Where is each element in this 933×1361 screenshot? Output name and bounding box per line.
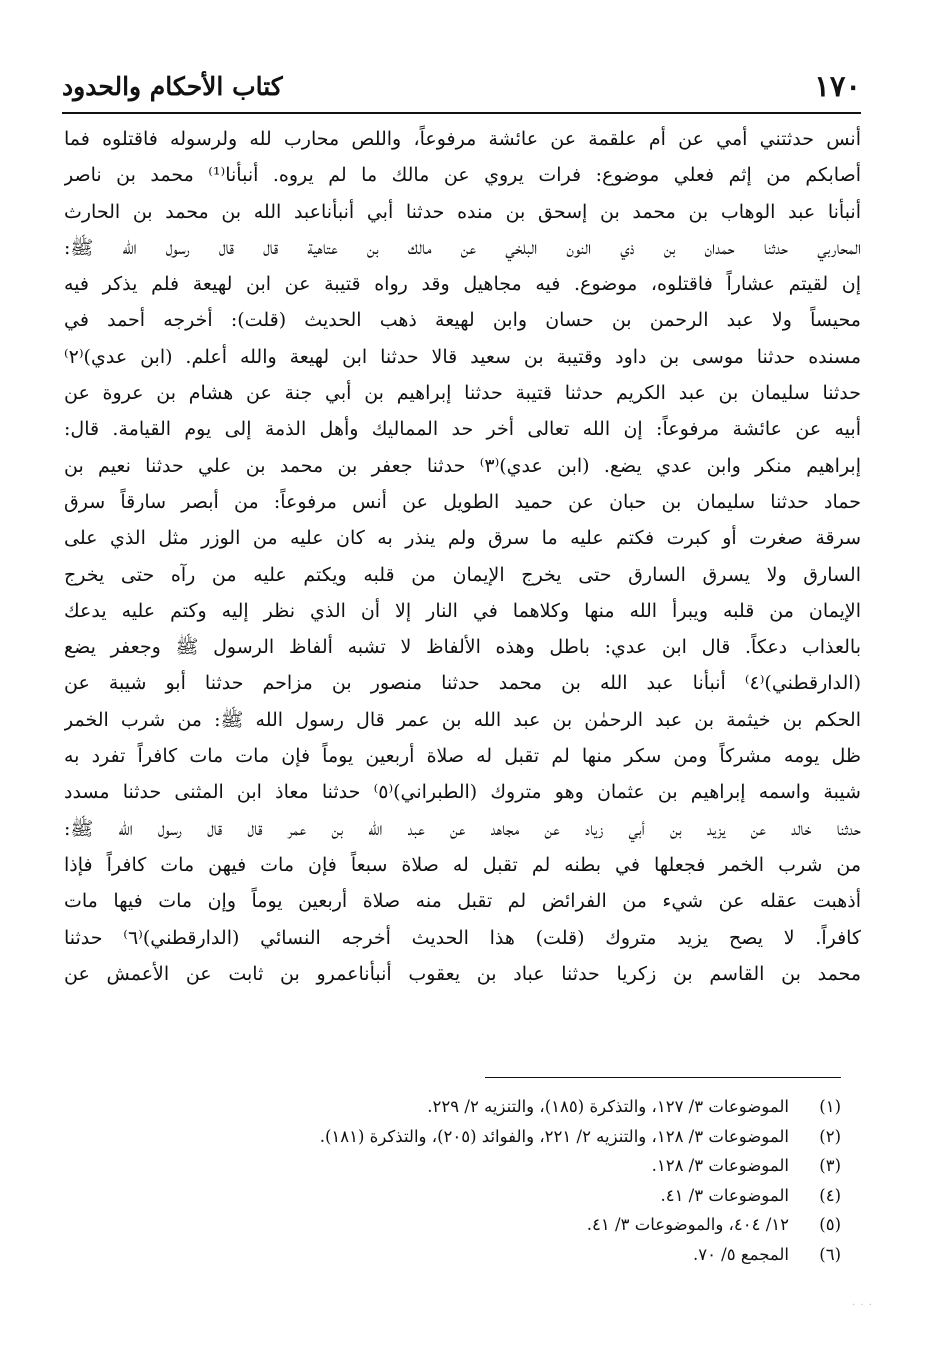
footnotes	[180, 1092, 841, 1269]
footnote-item	[180, 1181, 841, 1211]
body-line: إن لقيتم عشاراً فاقتلوه، موضوع. فيه مجاهيل وقد رواه قتيبة عن ابن لهيعة فلم يذكر فيه	[64, 273, 861, 296]
body-line: أنس حدثتني أمي عن أم علقمة عن عائشة مرفوعاً، واللص محارب لله ولرسوله فاقتلوه فما	[64, 128, 861, 150]
body-line: أصابكم من إثم فعلي موضوع: فرات يروي عن مالك ما لم يروه. أنبأنا⁽¹⁾ محمد بن ناصر	[64, 164, 861, 187]
body-line: الإيمان من قلبه ويبرأ الله منها وكلاهما في النار إلا أن الذي نظر إليه وكتم عليه يدعك	[64, 599, 861, 622]
body-line: شيبة واسمه إبراهيم بن عثمان وهو متروك (الطبراني)⁽٥⁾ حدثنا معاذ ابن المثنى حدثنا مسدد	[64, 781, 861, 804]
footnote-separator	[485, 1077, 841, 1078]
body-line: حدثنا سليمان بن عبد الكريم حدثنا قتيبة حدثنا إبراهيم بن أبي جنة عن هشام بن عروة عن	[64, 382, 861, 405]
body-line: سرقة صغرت أو كبرت فكتم عليه ما سرق ولم ينذر به كان عليه من الوزر مثل الذي على	[64, 527, 861, 550]
footnote-number: (٣)	[819, 1156, 841, 1175]
footnote-text: المجمع ٥/ ٧٠.	[692, 1244, 789, 1264]
body-line: من شرب الخمر فجعلها في بطنه لم تقبل له صلاة سبعاً فإن مات فيهن مات كافراً فإذا	[64, 853, 861, 876]
page-number: ١٧٠	[814, 69, 861, 103]
body-line: الحكم بن خيثمة بن عبد الرحمٰن بن عبد الله بن عمر قال رسول الله ﷺ: من شرب الخمر	[64, 708, 861, 731]
scan-mark: · · ·	[852, 1300, 873, 1311]
body-line: ظل يومه مشركاً ومن سكر منها لم تقبل له صلاة أربعين يوماً فإن مات مات كافراً تفرد به	[64, 745, 861, 768]
footnote-number: (٤)	[819, 1185, 841, 1205]
body-line: حدثنا خالد عن يزيد بن أبي زياد عن مجاهد عن عبد الله بن عمر قال قال رسول الله ﷺ:	[64, 817, 861, 840]
body-line: مسنده حدثنا موسى بن داود وقتيبة بن سعيد قالا حدثنا ابن لهيعة والله أعلم. (ابن عدي)⁽٢⁾	[64, 345, 861, 368]
footnote-item	[180, 1240, 841, 1270]
footnote-text: الموضوعات ٣/ ١٢٨، والتنزيه ٢/ ٢٢١، والفوائد (٢٠٥)، والتذكرة (١٨١).	[319, 1126, 789, 1146]
footnote-text: الموضوعات ٣/ ٤١.	[660, 1185, 789, 1205]
body-line: أنبأنا عبد الوهاب بن محمد بن إسحق بن منده حدثنا أبي أنبأناعبد الله بن محمد بن الحارث	[64, 200, 861, 223]
body-line: إبراهيم منكر وابن عدي يضع. (ابن عدي)⁽٣⁾ حدثنا جعفر بن محمد بن علي حدثنا نعيم بن	[64, 454, 861, 477]
body-line: أبيه عن عائشة مرفوعاً: إن الله تعالى أخر حد المماليك وأهل الذمة إلى يوم القيامة. قال:	[64, 418, 861, 441]
body-line: السارق ولا يسرق السارق حتى يخرج الإيمان من قلبه ويكتم عليه من رآه حتى يخرج	[64, 563, 861, 586]
body-line: محمد بن القاسم بن زكريا حدثنا عباد بن يعقوب أنبأناعمرو بن ثابت عن الأعمش عن	[64, 962, 861, 985]
footnote-item	[180, 1122, 841, 1152]
running-header	[62, 66, 861, 106]
footnote-text: الموضوعات ٣/ ١٢٨.	[651, 1156, 789, 1175]
body-line: أذهبت عقله عن شيء من الفرائض لم تقبل منه صلاة أربعين يوماً وإن مات فيها مات	[64, 890, 861, 913]
footnote-number: (٢)	[819, 1126, 841, 1146]
body-text	[64, 121, 861, 992]
footnote-item	[180, 1151, 841, 1181]
body-line: محيساً ولا عبد الرحمن بن حسان وابن لهيعة ذهب الحديث (قلت): أخرجه أحمد في	[64, 309, 861, 332]
footnote-number: (٥)	[819, 1215, 841, 1234]
body-line: (الدارقطني)⁽٤⁾ أنبأنا عبد الله بن محمد حدثنا منصور بن مزاحم حدثنا أبو شيبة عن	[64, 672, 861, 695]
footnote-item	[180, 1092, 841, 1122]
footnote-number: (٦)	[819, 1244, 841, 1264]
footnote-text: الموضوعات ٣/ ١٢٧، والتذكرة (١٨٥)، والتنزيه ٢/ ٢٢٩.	[427, 1097, 789, 1116]
body-line: حماد حدثنا سليمان بن حبان عن حميد الطويل عن أنس مرفوعاً: من أبصر سارقاً سرق	[64, 490, 861, 513]
body-line: بالعذاب دعكاً. قال ابن عدي: باطل وهذه الألفاظ لا تشبه ألفاظ الرسول ﷺ وجعفر يضع	[64, 636, 861, 659]
footnote-number: (١)	[819, 1097, 841, 1116]
body-line: كافراً. لا يصح يزيد متروك (قلت) هذا الحديث أخرجه النسائي (الدارقطني)⁽٦⁾ حدثنا	[64, 926, 861, 949]
footnote-item	[180, 1210, 841, 1240]
footnote-text: ١٢/ ٤٠٤، والموضوعات ٣/ ٤١.	[586, 1215, 789, 1234]
running-title: كتاب الأحكام والحدود	[62, 71, 283, 101]
body-line: المحاربي حدثنا حمدان بن ذي النون البلخي عن مالك بن عتاهية قال قال رسول الله ﷺ:	[64, 236, 861, 259]
header-rule	[62, 112, 861, 114]
